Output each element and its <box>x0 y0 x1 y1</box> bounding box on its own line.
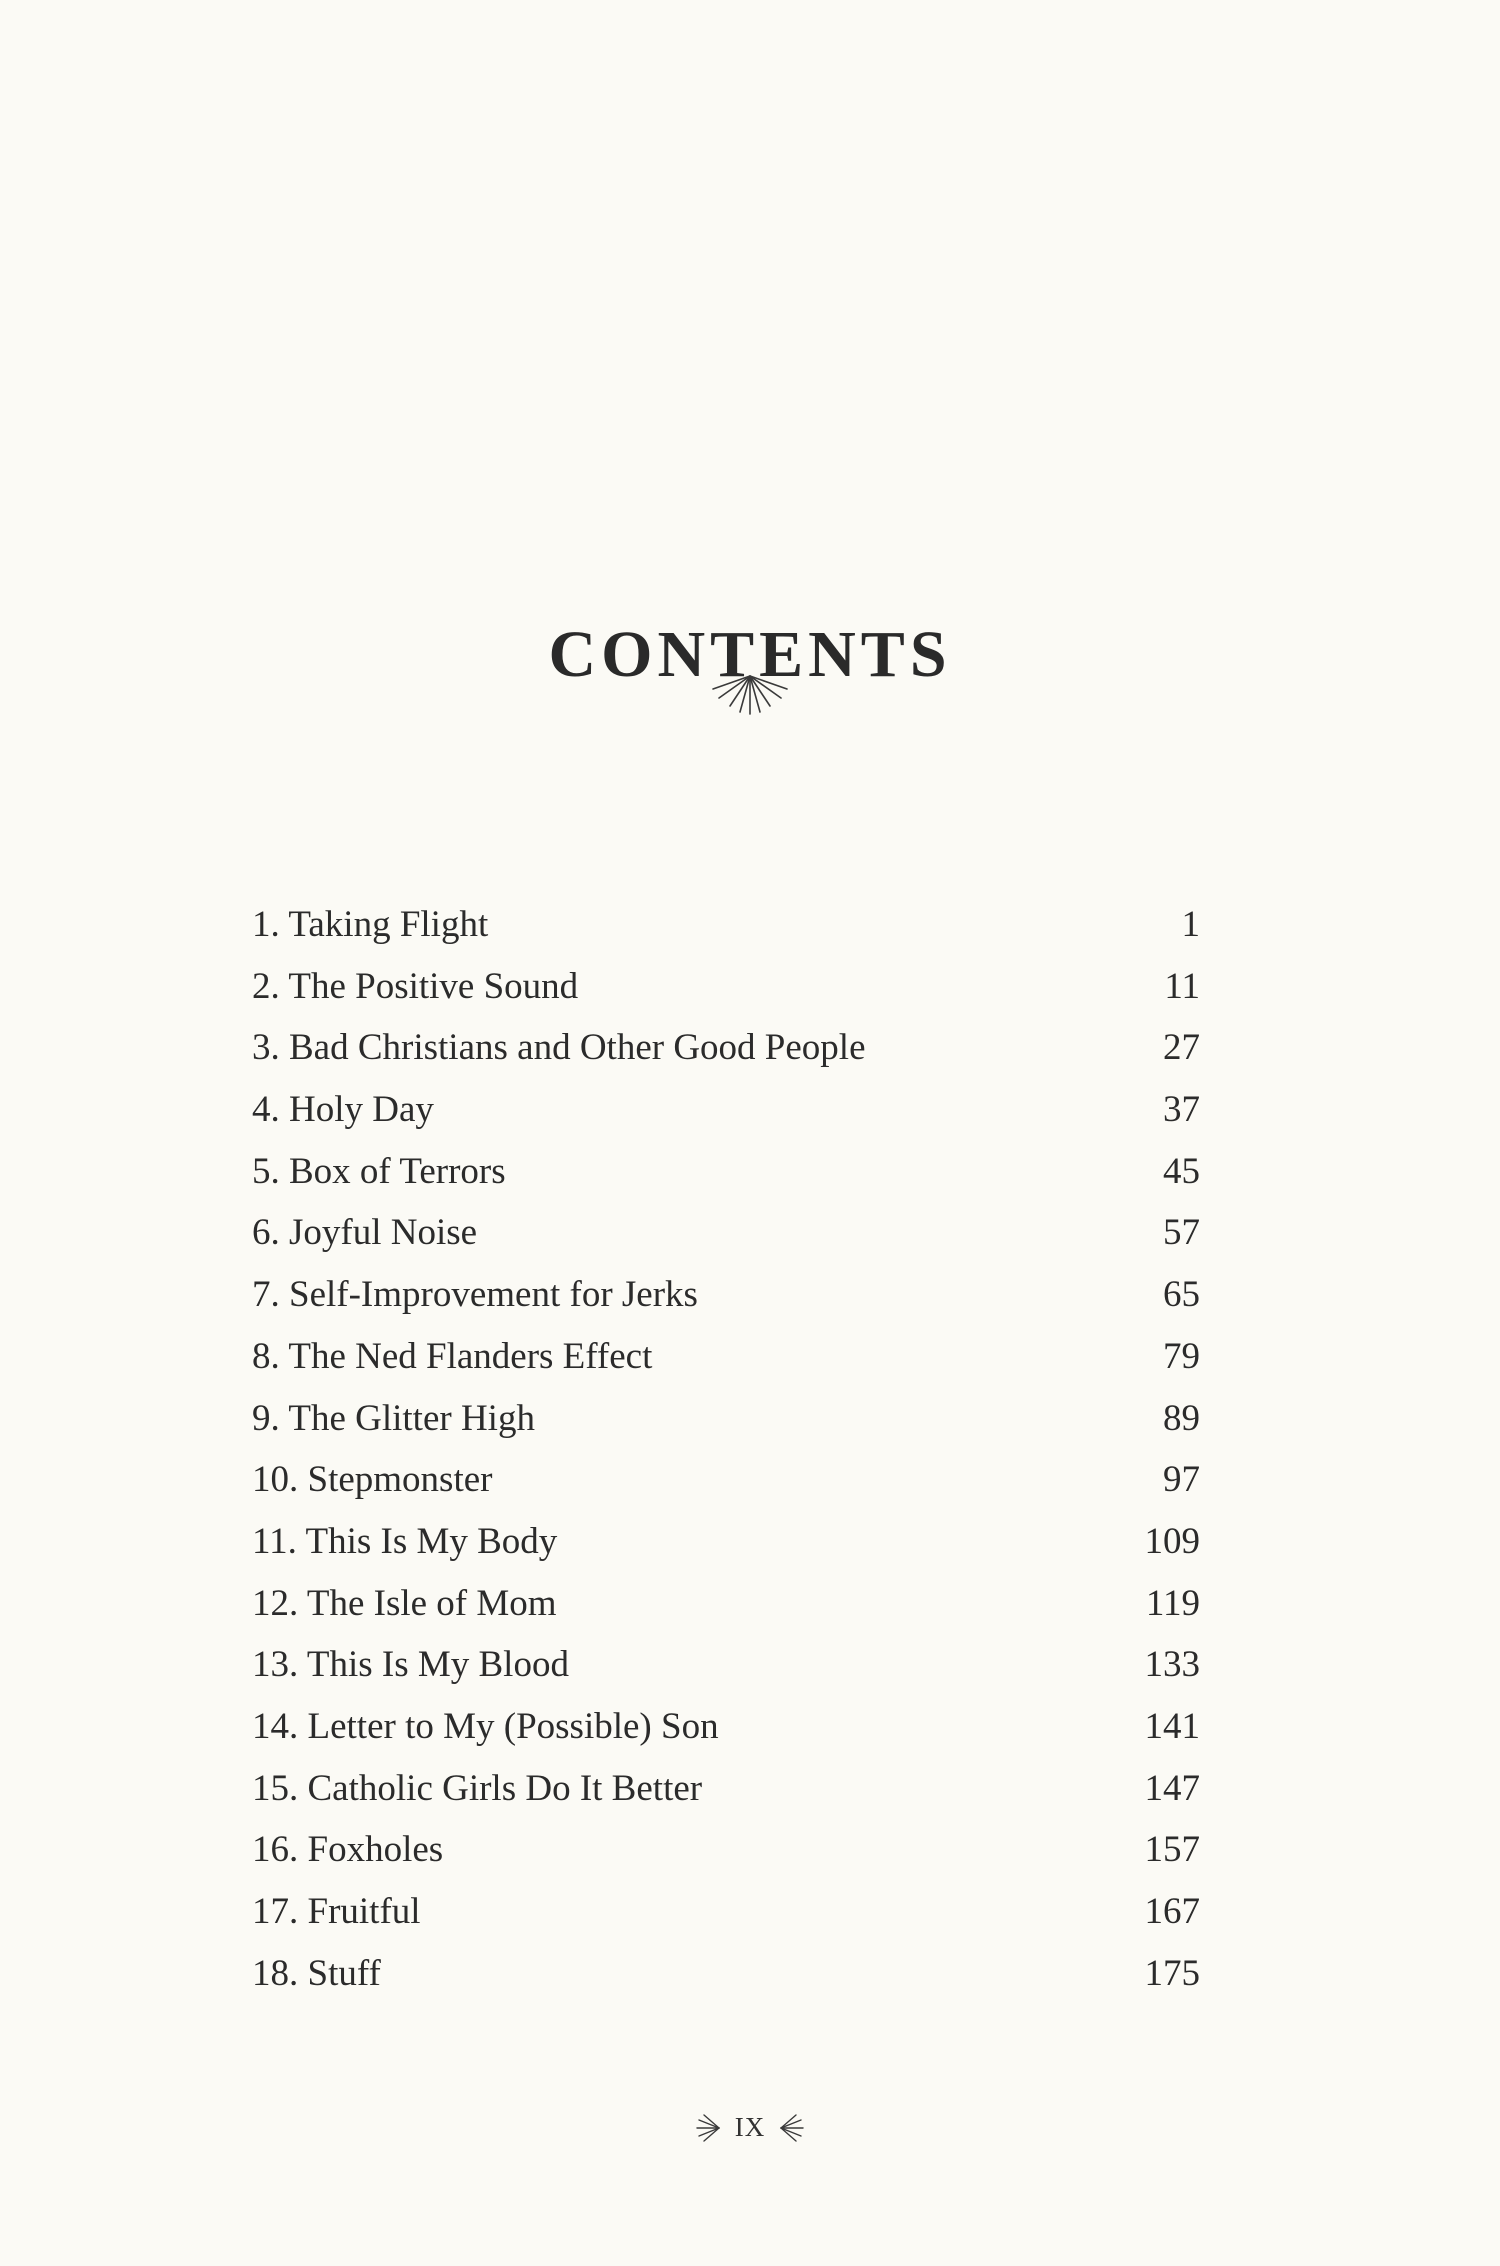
chapter-title: This Is My Blood <box>306 1644 569 1686</box>
toc-entry-label <box>252 1511 557 1573</box>
chapter-page-number: 167 <box>1144 1891 1200 1932</box>
chapter-number: 9. <box>252 1397 280 1439</box>
toc-entry-label <box>252 1079 434 1141</box>
chapter-title: Letter to My (Possible) Son <box>307 1705 719 1747</box>
chapter-number: 2. <box>252 965 280 1007</box>
chapter-number: 12. <box>252 1582 299 1624</box>
toc-entry-label <box>252 1573 557 1635</box>
toc-entry <box>252 1758 1200 1820</box>
toc-entry-label <box>252 1634 569 1696</box>
toc-entry <box>252 1141 1200 1203</box>
chapter-title: Box of Terrors <box>289 1150 506 1192</box>
toc-entry <box>252 1326 1200 1388</box>
chapter-number: 7. <box>252 1274 280 1316</box>
chapter-title: The Ned Flanders Effect <box>288 1335 653 1377</box>
toc-entry <box>252 1449 1200 1511</box>
toc-entry-label <box>252 1388 535 1450</box>
toc-entry-label <box>252 1326 652 1388</box>
toc-entry <box>252 1696 1200 1758</box>
toc-entry-label <box>252 1819 443 1881</box>
toc-entry <box>252 894 1200 956</box>
chapter-title: Holy Day <box>289 1089 434 1131</box>
chapter-page-number: 27 <box>1163 1027 1200 1069</box>
table-of-contents <box>252 894 1200 2004</box>
chapter-title: Stuff <box>307 1952 381 1994</box>
chapter-page-number: 45 <box>1163 1150 1200 1192</box>
chapter-page-number: 1 <box>1181 904 1200 945</box>
chapter-title: Joyful Noise <box>289 1212 478 1254</box>
toc-entry-label <box>252 894 488 956</box>
chapter-number: 10. <box>252 1459 299 1501</box>
chapter-title: Bad Christians and Other Good People <box>289 1027 866 1069</box>
chapter-title: Stepmonster <box>307 1459 493 1501</box>
chapter-page-number: 141 <box>1144 1705 1200 1747</box>
chapter-number: 17. <box>252 1891 299 1932</box>
page-title: CONTENTS <box>548 618 952 692</box>
toc-entry <box>252 1573 1200 1635</box>
chapter-page-number: 89 <box>1163 1397 1200 1439</box>
chapter-number: 11. <box>252 1520 297 1562</box>
toc-entry-label <box>252 1141 506 1203</box>
chapter-title: Self-Improvement for Jerks <box>289 1274 698 1316</box>
chapter-page-number: 37 <box>1163 1089 1200 1131</box>
left-flourish-icon <box>695 2114 721 2142</box>
right-flourish-icon <box>779 2114 805 2142</box>
toc-entry-label <box>252 1943 381 2005</box>
chapter-page-number: 109 <box>1144 1520 1200 1562</box>
chapter-page-number: 147 <box>1144 1767 1200 1809</box>
chapter-number: 16. <box>252 1829 299 1871</box>
toc-entry <box>252 1079 1200 1141</box>
chapter-page-number: 97 <box>1163 1459 1200 1501</box>
toc-entry <box>252 1264 1200 1326</box>
toc-entry <box>252 1202 1200 1264</box>
chapter-page-number: 79 <box>1163 1335 1200 1377</box>
chapter-number: 18. <box>252 1952 299 1994</box>
chapter-page-number: 11 <box>1164 965 1200 1007</box>
chapter-page-number: 57 <box>1163 1212 1200 1254</box>
chapter-number: 3. <box>252 1027 280 1069</box>
toc-entry <box>252 1881 1200 1943</box>
chapter-number: 5. <box>252 1150 280 1192</box>
chapter-page-number: 157 <box>1144 1829 1200 1871</box>
chapter-title: Fruitful <box>307 1891 421 1932</box>
chapter-title: Foxholes <box>307 1829 444 1871</box>
chapter-title: The Positive Sound <box>288 965 579 1007</box>
chapter-title: The Glitter High <box>288 1397 535 1439</box>
toc-entry <box>252 1819 1200 1881</box>
toc-entry <box>252 1388 1200 1450</box>
toc-entry <box>252 1943 1200 2005</box>
toc-entry-label <box>252 1017 866 1079</box>
chapter-number: 15. <box>252 1767 299 1809</box>
chapter-page-number: 133 <box>1144 1644 1200 1686</box>
chapter-number: 1. <box>252 904 280 945</box>
toc-entry-label <box>252 1264 698 1326</box>
toc-entry-label <box>252 1202 477 1264</box>
toc-entry <box>252 956 1200 1018</box>
chapter-number: 14. <box>252 1705 299 1747</box>
chapter-page-number: 119 <box>1145 1582 1200 1624</box>
chapter-title: This Is My Body <box>305 1520 558 1562</box>
chapter-page-number: 65 <box>1163 1274 1200 1316</box>
chapter-number: 8. <box>252 1335 280 1377</box>
chapter-title: Catholic Girls Do It Better <box>307 1767 703 1809</box>
toc-entry-label <box>252 1696 719 1758</box>
page-footer <box>0 2112 1500 2143</box>
chapter-number: 4. <box>252 1089 280 1131</box>
chapter-title: The Isle of Mom <box>306 1582 557 1624</box>
toc-entry <box>252 1634 1200 1696</box>
toc-entry <box>252 1511 1200 1573</box>
chapter-page-number: 175 <box>1144 1952 1200 1994</box>
toc-entry <box>252 1017 1200 1079</box>
toc-entry-label <box>252 1758 702 1820</box>
toc-entry-label <box>252 1449 492 1511</box>
toc-entry-label <box>252 956 578 1018</box>
chapter-title: Taking Flight <box>288 904 489 945</box>
page-number: IX <box>734 2112 766 2142</box>
toc-entry-label <box>252 1881 421 1943</box>
sunburst-ornament-icon <box>710 672 790 718</box>
chapter-number: 13. <box>252 1644 299 1686</box>
chapter-number: 6. <box>252 1212 280 1254</box>
